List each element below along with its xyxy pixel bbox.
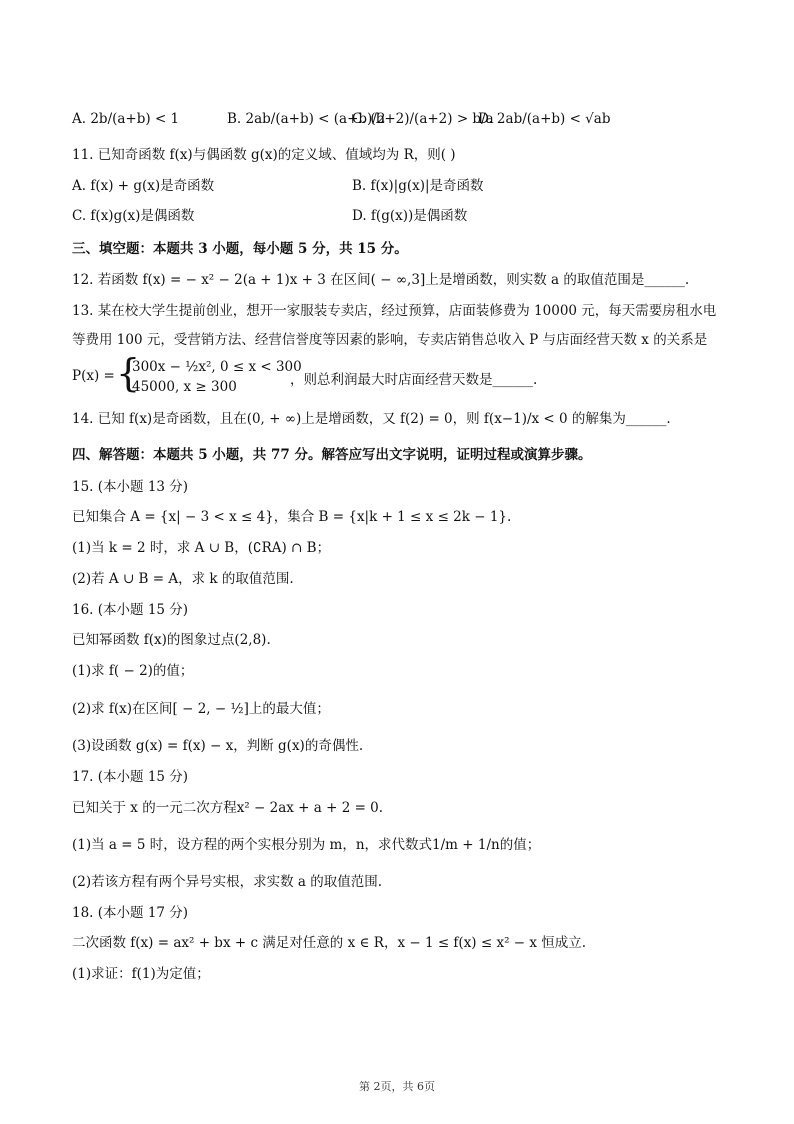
question-13-tail: ，则总利润最大时店面经营天数是______.	[290, 372, 538, 388]
question-16-part-1: (1)求 f( − 2)的值；	[72, 663, 194, 679]
question-17-stem: 已知关于 x 的一元二次方程x² − 2ax + a + 2 = 0.	[72, 800, 384, 816]
option-c-q11: C. f(x)g(x)是偶函数	[72, 208, 195, 224]
question-11-stem: 11. 已知奇函数 f(x)与偶函数 g(x)的定义域、值域均为 R，则( )	[72, 147, 456, 163]
piecewise-function	[72, 351, 672, 397]
left-brace: {	[116, 351, 141, 395]
question-13-line2: 等费用 100 元，受营销方法、经营信誉度等因素的影响，专卖店销售总收入 P 与店面经营天数 x 的关系是	[72, 332, 708, 348]
question-16-heading: 16. (本小题 15 分)	[72, 602, 189, 618]
question-15-heading: 15. (本小题 13 分)	[72, 479, 189, 495]
question-16-part-2: (2)求 f(x)在区间[ − 2, − ½]上的最大值；	[72, 701, 330, 717]
option-d-q11: D. f(g(x))是偶函数	[352, 208, 468, 224]
question-14: 14. 已知 f(x)是奇函数，且在(0, + ∞)上是增函数，又 f(2) = 0，则 f(x−1)/x < 0 的解集为______.	[72, 411, 671, 427]
option-b-q10: B. 2ab/(a+b) < (a+b)/2	[227, 111, 386, 127]
question-15-part-1: (1)当 k = 2 时，求 A ∪ B，(∁RA) ∩ B；	[72, 540, 331, 556]
question-15-stem: 已知集合 A = {x| − 3 < x ≤ 4}，集合 B = {x|k + 1 ≤ x ≤ 2k − 1}.	[72, 509, 512, 525]
question-17-heading: 17. (本小题 15 分)	[72, 769, 189, 785]
section-3-heading: 三、填空题：本题共 3 小题，每小题 5 分，共 15 分。	[72, 241, 408, 257]
question-17-part-2: (2)若该方程有两个异号实根，求实数 a 的取值范围.	[72, 874, 383, 890]
section-4-heading: 四、解答题：本题共 5 小题，共 77 分。解答应写出文字说明，证明过程或演算步骤。	[72, 447, 592, 463]
piecewise-case-1: 300x − ½x², 0 ≤ x < 300	[132, 359, 302, 375]
option-a-q11: A. f(x) + g(x)是奇函数	[72, 178, 215, 194]
question-16-stem: 已知幂函数 f(x)的图象过点(2,8).	[72, 632, 271, 648]
question-15-part-2: (2)若 A ∪ B = A，求 k 的取值范围.	[72, 571, 294, 587]
question-18-stem: 二次函数 f(x) = ax² + bx + c 满足对任意的 x ∈ R，x − 1 ≤ f(x) ≤ x² − x 恒成立.	[72, 935, 587, 951]
option-b-q11: B. f(x)|g(x)|是奇函数	[352, 178, 484, 194]
piecewise-lhs: P(x) =	[72, 368, 115, 384]
option-d-q10: D. 2ab/(a+b) < √ab	[478, 111, 611, 127]
option-c-q10: C. (b+2)/(a+2) > b/a	[352, 111, 494, 127]
piecewise-case-2: 45000, x ≥ 300	[132, 379, 237, 395]
question-17-part-1: (1)当 a = 5 时，设方程的两个实根分别为 m，n，求代数式1/m + 1/n的值；	[72, 837, 541, 853]
question-12: 12. 若函数 f(x) = − x² − 2(a + 1)x + 3 在区间( − ∞,3]上是增函数，则实数 a 的取值范围是______.	[72, 272, 690, 288]
page-footer: 第 2页，共 6页	[359, 1080, 435, 1093]
option-a-q10: A. 2b/(a+b) < 1	[72, 111, 180, 127]
question-16-part-3: (3)设函数 g(x) = f(x) − x，判断 g(x)的奇偶性.	[72, 738, 364, 754]
question-18-part-1: (1)求证：f(1)为定值；	[72, 966, 210, 982]
question-18-heading: 18. (本小题 17 分)	[72, 905, 189, 921]
question-13-line1: 13. 某在校大学生提前创业，想开一家服装专卖店，经过预算，店面装修费为 10000 元，每天需要房租水电	[72, 303, 717, 319]
